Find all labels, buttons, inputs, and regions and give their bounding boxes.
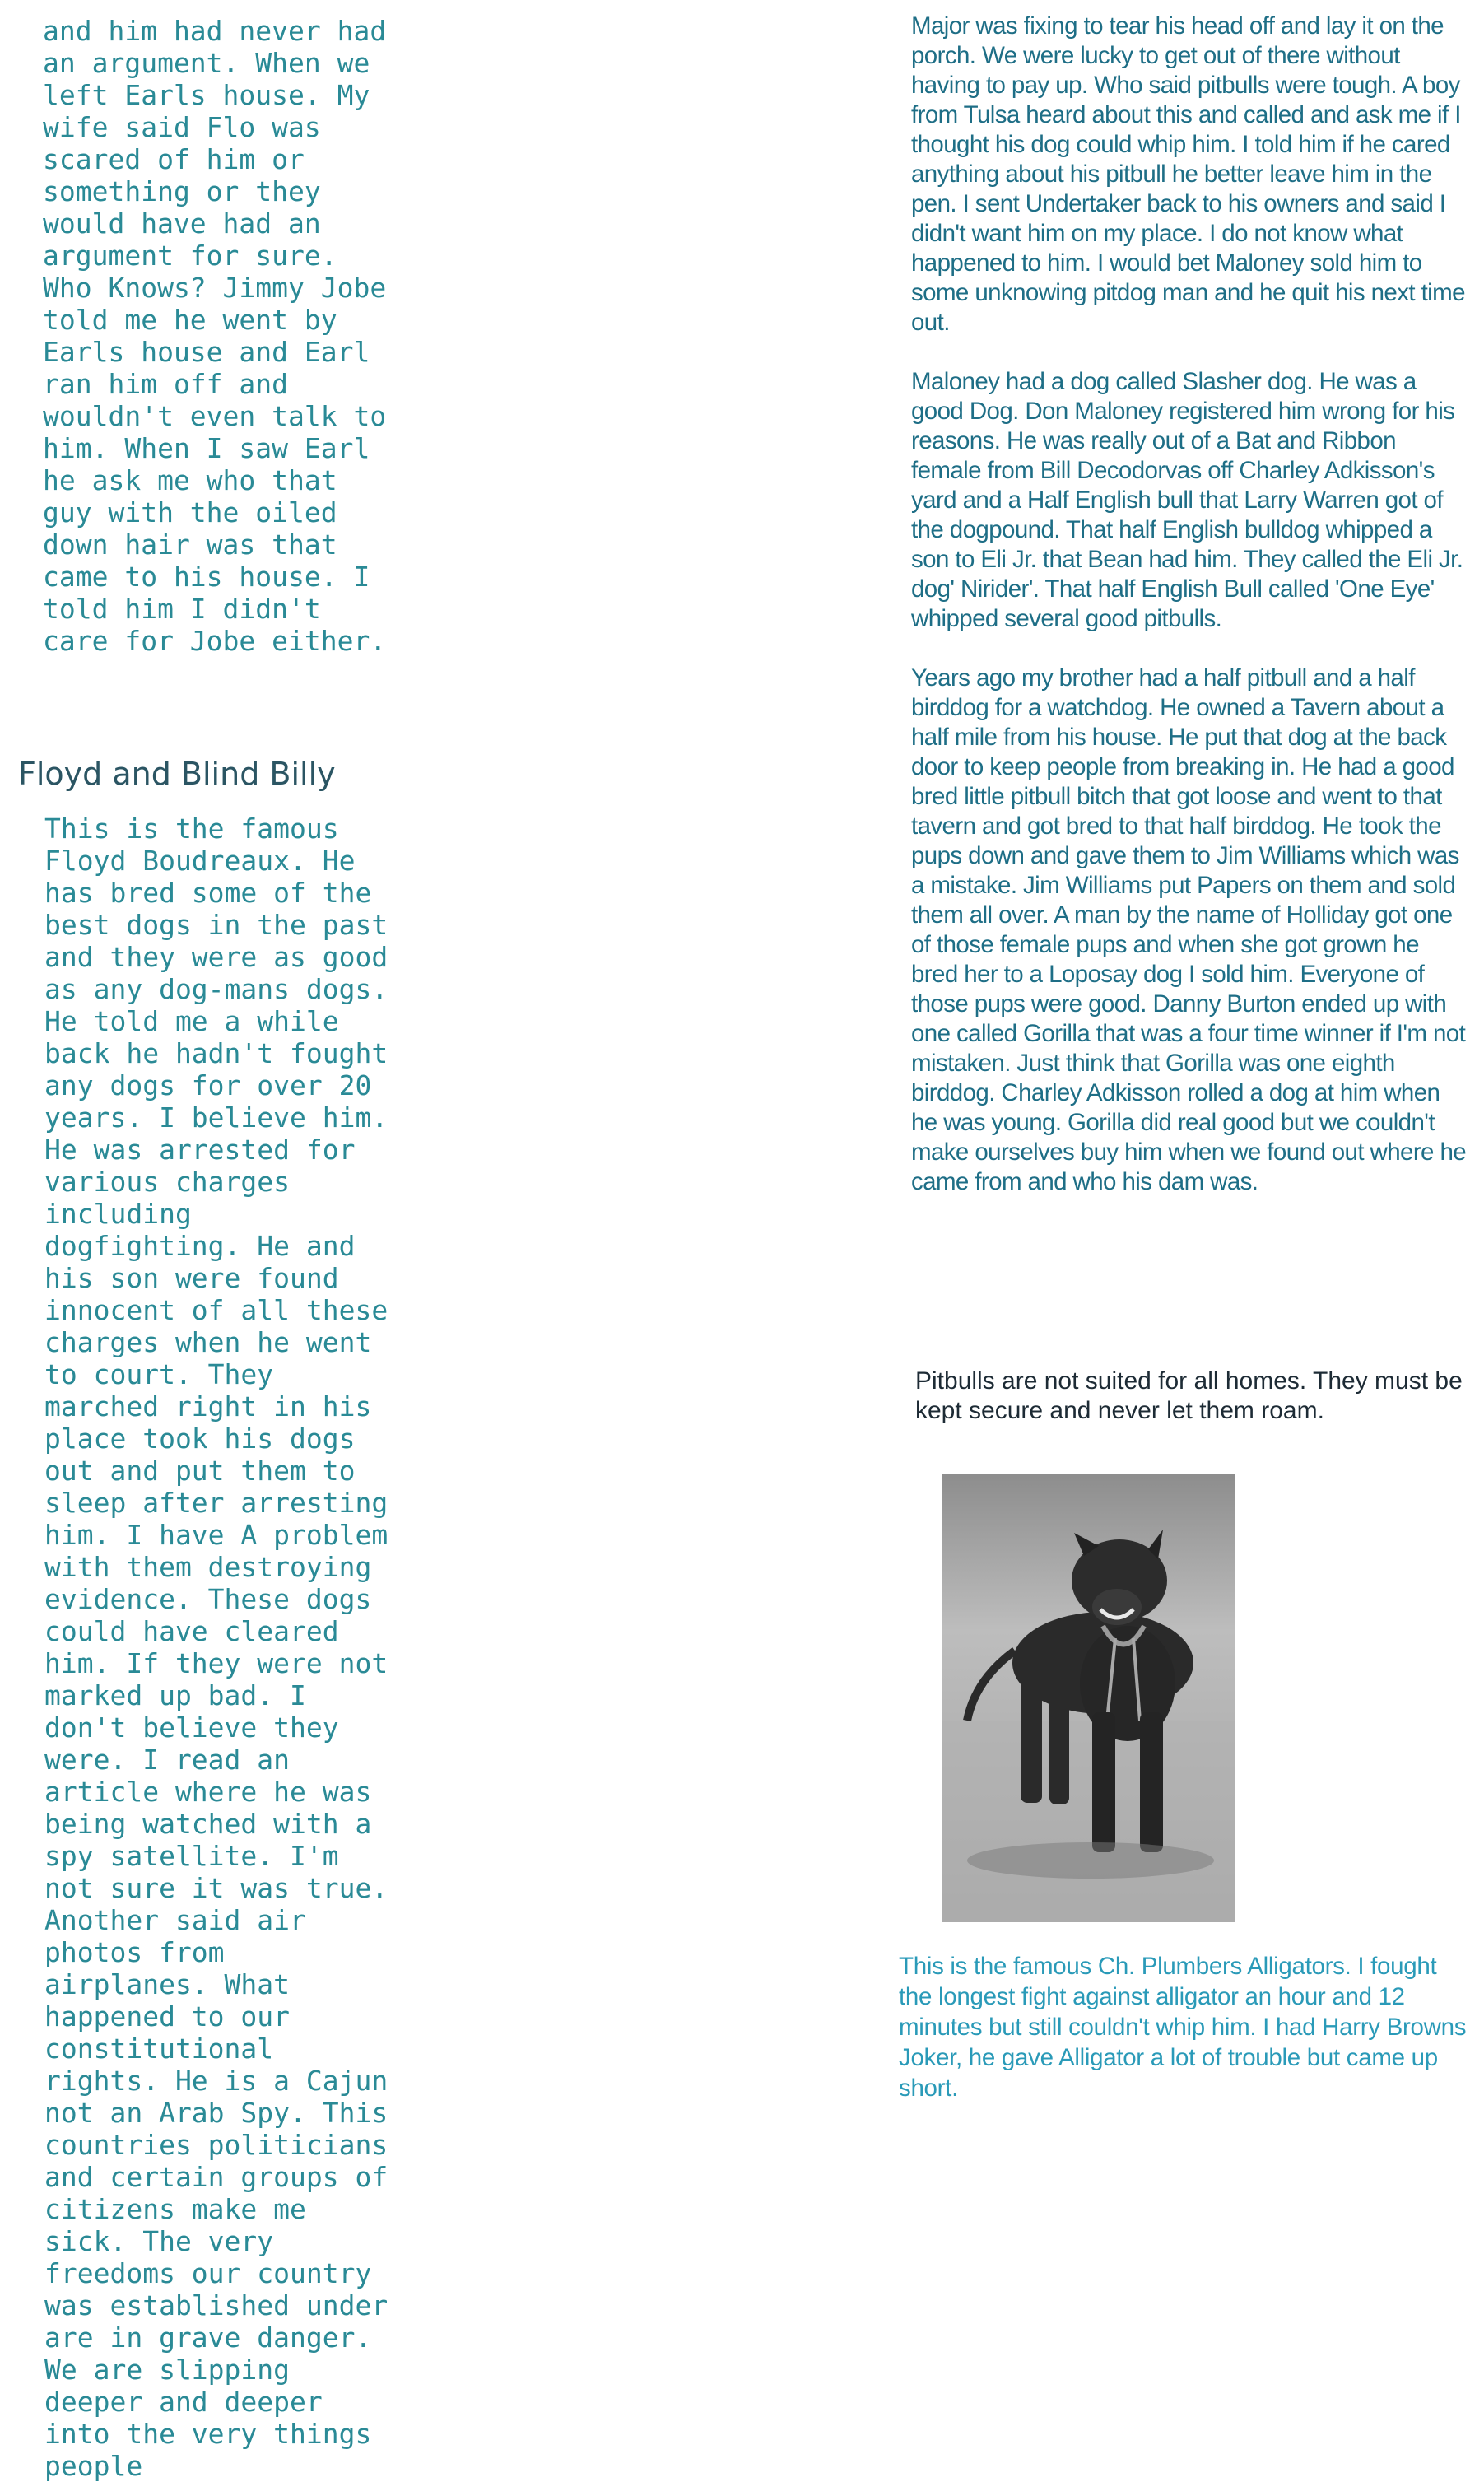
- left-column: [43, 15, 388, 657]
- dog-photo-illustration: [942, 1474, 1235, 1922]
- photo-caption: This is the famous Ch. Plumbers Alligators. I fought the longest fight against alligator an hour and 12 minutes but still couldn't whip him. I had Harry Browns Joker, he gave Alligator a lot of trouble but came up short.: [899, 1953, 1467, 2102]
- earl-story-paragraph: and him had never had an argument. When we left Earls house. My wife said Flo was scared of him or something or they would have had an argument for sure. Who Knows? Jimmy Jobe told me he went by Earls house and Earl ran him off and wouldn't even talk to him. When I saw Earl he ask me who that guy with the oiled down hair was that came to his house. I told him I didn't care for Jobe either.: [43, 15, 387, 657]
- pitbull-note: Pitbulls are not suited for all homes. They must be kept secure and never let them roam.: [915, 1367, 1463, 1424]
- major-paragraph: Major was fixing to tear his head off and lay it on the porch. We were lucky to get out of there without having to pay up. Who said pitbulls were tough. A boy from Tulsa heard about this and called and ask me if I thought his dog could whip him. I told him if he cared anything about his pitbull he better leave him in the pen. I sent Undertaker back to his owners and said I didn't want him on my place. I do not know what happened to him. I would bet Maloney sold him to some unknowing pitdog man and he quit his next time out.: [911, 12, 1465, 336]
- left-column-lower: [44, 809, 390, 2482]
- right-column: [911, 12, 1471, 1197]
- paragraph-gap: [911, 338, 1471, 367]
- dog-photo: [942, 1474, 1235, 1922]
- gorilla-paragraph: Years ago my brother had a half pitbull and a half birddog for a watchdog. He owned a Tavern about a half mile from his house. He put that dog at the back door to keep people from breaking in. He had a good bred little pitbull bitch that got loose and went to that tavern and got bred to that half birddog. He took the pups down and gave them to Jim Williams which was a mistake. Jim Williams put Papers on them and sold them all over. A man by the name of Holliday got one of those female pups and when she got grown he bred her to a Loposay dog I sold him. Everyone of those pups were good. Danny Burton ended up with one called Gorilla that was a four time winner if I'm not mistaken. Just think that Gorilla was one eighth birddog. Charley Adkisson rolled a dog at him when he was young. Gorilla did real good but we couldn't make ourselves buy him when we found out where he came from and who his dam was.: [911, 664, 1467, 1195]
- floyd-boudreaux-paragraph: This is the famous Floyd Boudreaux. He has bred some of the best dogs in the past and they were as good as any dog-mans dogs. He told me a while back he hadn't fought any dogs for over 20 years. I believe him. He was arrested for various charges including dogfighting. He and his son were found innocent of all these charges when he went to court. They marched right in his place took his dogs out and put them to sleep after arresting him. I have A problem with them destroying evidence. These dogs could have cleared him. If they were not marked up bad. I don't believe they were. I read an article where he was being watched with a spy satellite. I'm not sure it was true. Another said air photos from airplanes. What happened to our constitutional rights. He is a Cajun not an Arab Spy. This countries politicians and certain groups of citizens make me sick. The very freedoms our country was established under are in grave danger. We are slipping deeper and deeper into the very things people: [44, 813, 388, 2482]
- section-heading: Floyd and Blind Billy: [18, 756, 336, 792]
- slasher-dog-paragraph: Maloney had a dog called Slasher dog. He was a good Dog. Don Maloney registered him wrong for his reasons. He was really out of a Bat and Ribbon female from Bill Decodorvas off Charley Adkisson's yard and a Half English bull that Larry Warren got of the dogpound. That half English bulldog whipped a son to Eli Jr. that Bean had him. They called the Eli Jr. dog' Nirider'. That half English Bull called 'One Eye' whipped several good pitbulls.: [911, 368, 1463, 632]
- paragraph-gap: [911, 634, 1471, 664]
